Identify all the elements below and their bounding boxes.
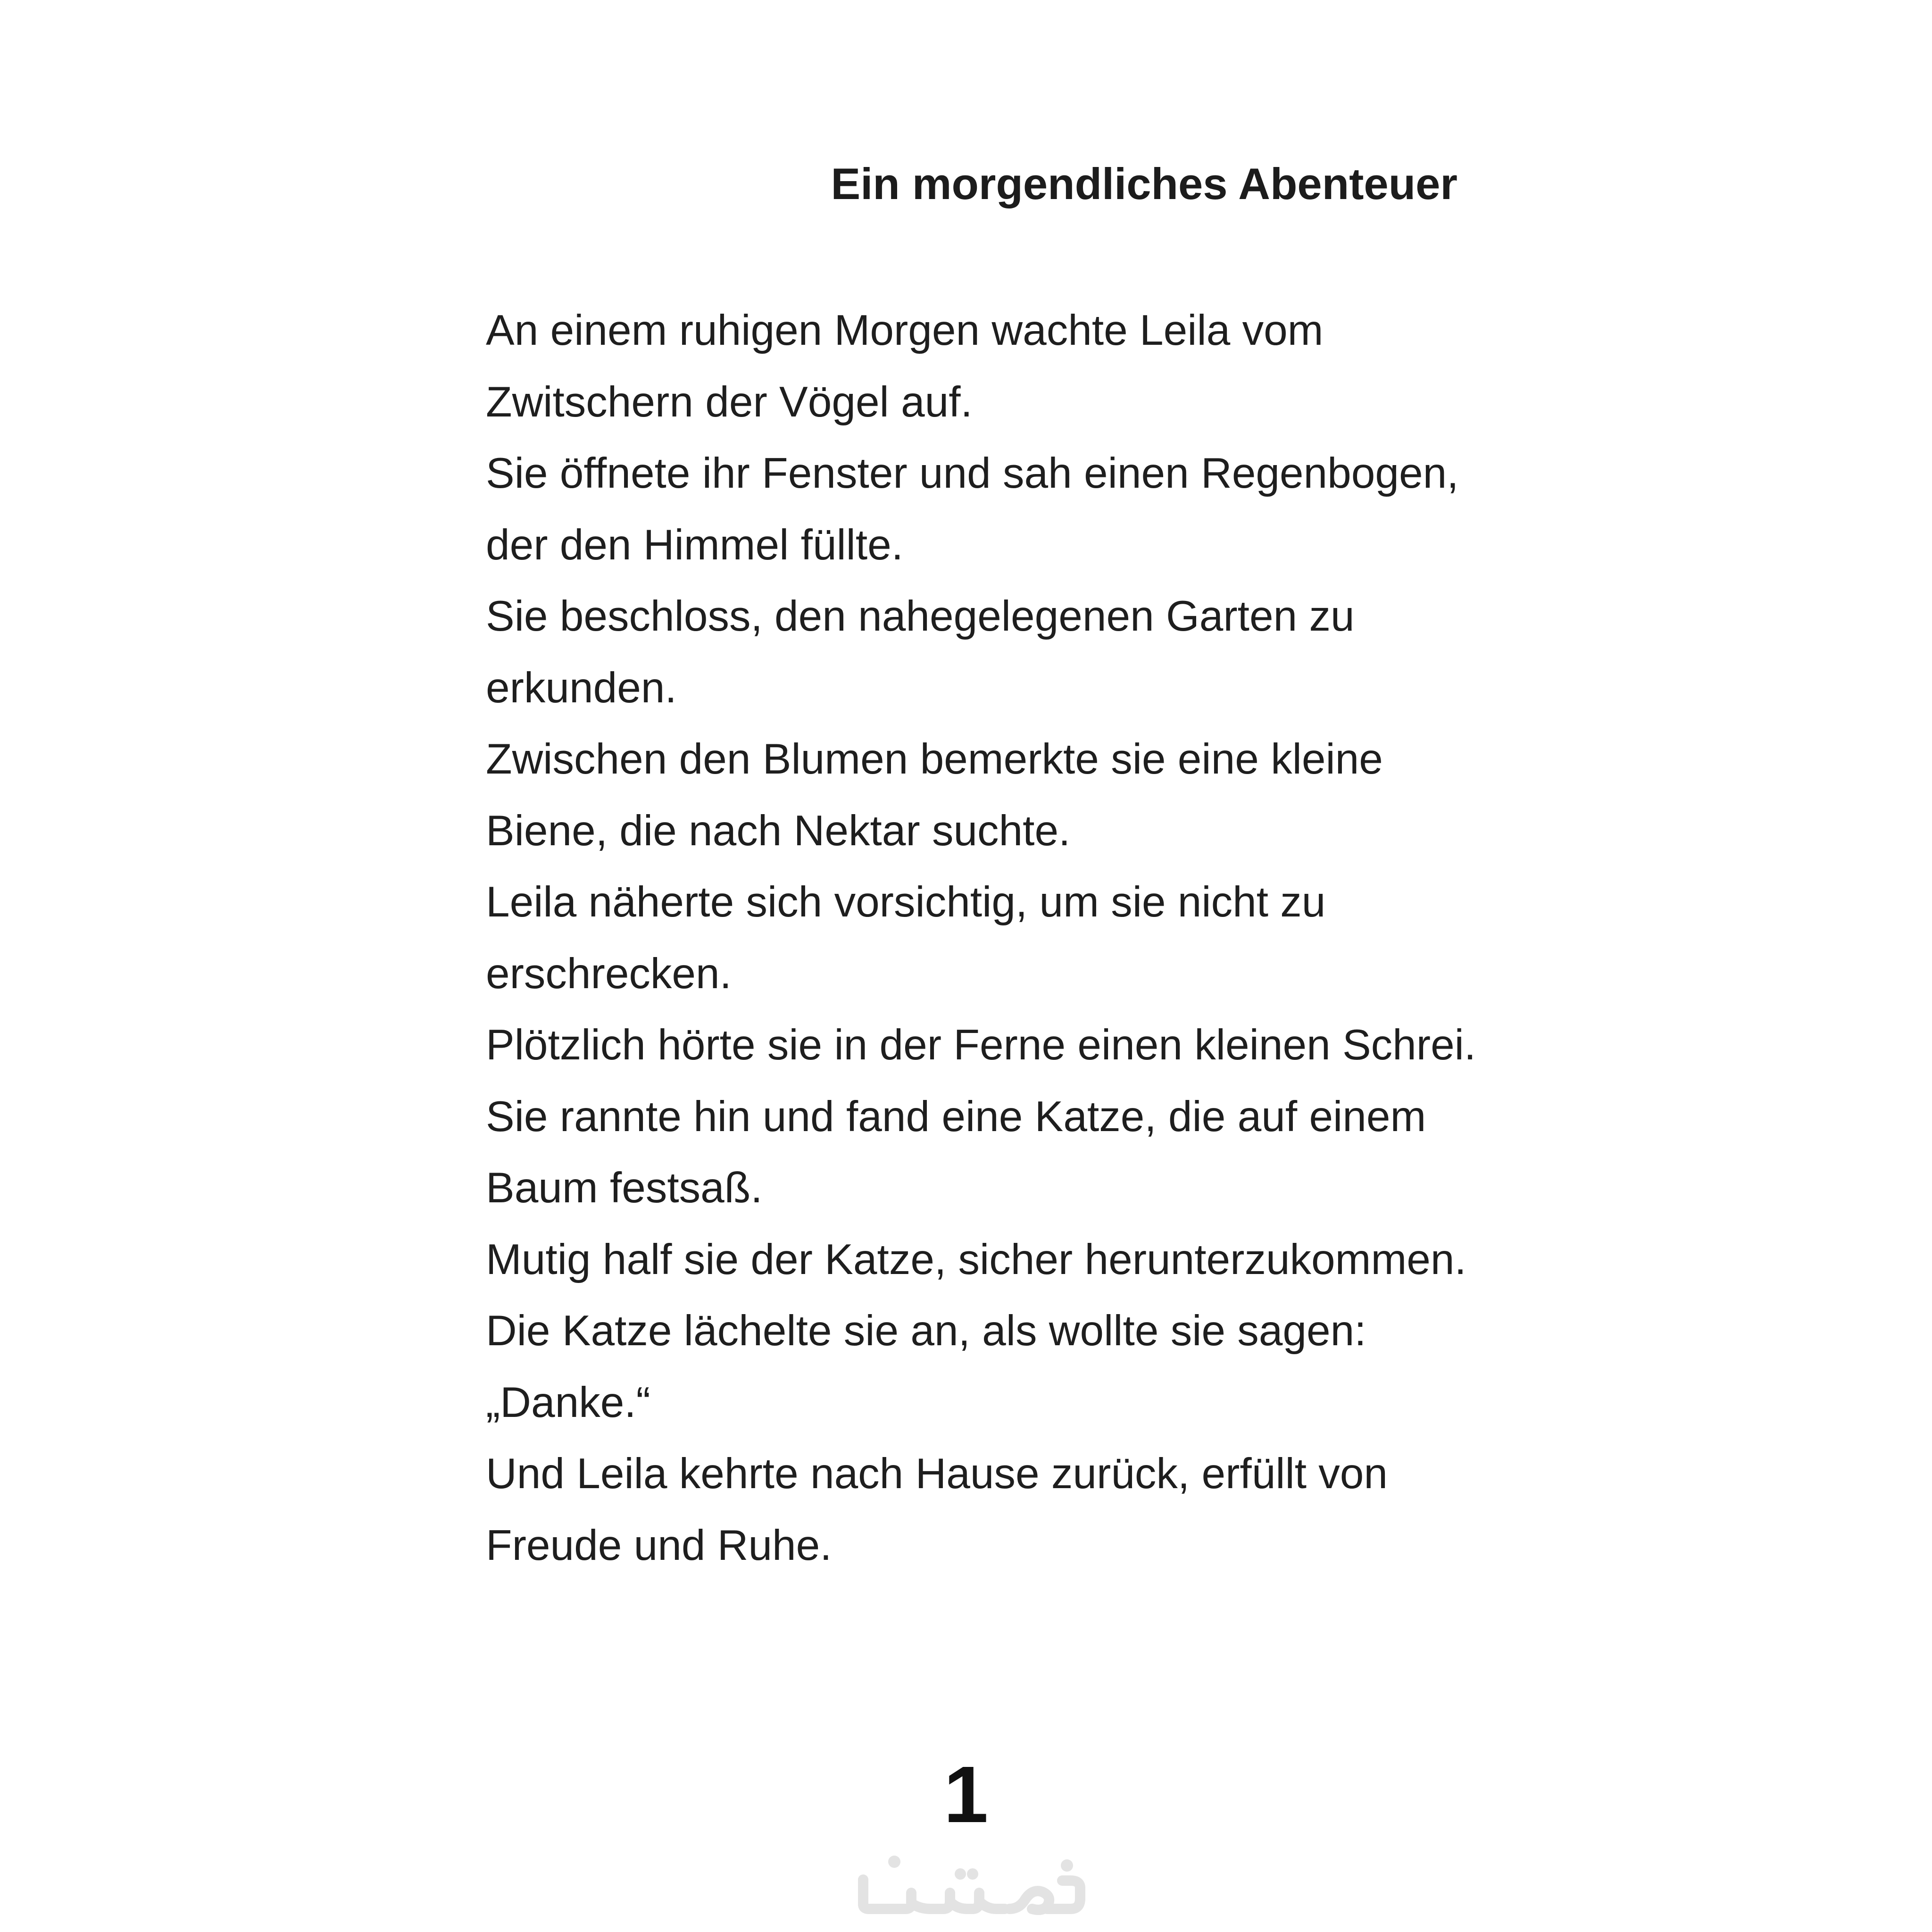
story-sentence: Und Leila kehrte nach Hause zurück, erfüllt von Freude und Ruhe.	[486, 1450, 1388, 1569]
story-sentence: Plötzlich hörte sie in der Ferne einen kleinen Schrei.	[486, 1021, 1476, 1069]
story-sentence: Sie öffnete ihr Fenster und sah einen Regenbogen, der den Himmel füllte.	[486, 450, 1459, 569]
page-title: Ein morgendliches Abenteuer	[831, 159, 1457, 208]
story-sentence: Sie rannte hin und fand eine Katze, die auf einem Baum festsaß.	[486, 1092, 1426, 1212]
story-text	[486, 295, 1486, 1581]
story-sentence: Die Katze lächelte sie an, als wollte sie sagen: „Danke.“	[486, 1307, 1366, 1426]
story-sentence: Mutig half sie der Katze, sicher herunterzukommen.	[486, 1235, 1466, 1283]
khamsat-watermark-logo	[849, 1851, 1094, 1922]
page-number: 1	[943, 1750, 989, 1840]
story-sentence: Leila näherte sich vorsichtig, um sie nicht zu erschrecken.	[486, 878, 1326, 998]
story-sentence: Sie beschloss, den nahegelegenen Garten zu erkunden.	[486, 592, 1355, 712]
story-sentence: Zwischen den Blumen bemerkte sie eine kleine Biene, die nach Nektar suchte.	[486, 735, 1383, 855]
story-sentence: An einem ruhigen Morgen wachte Leila vom Zwitschern der Vögel auf.	[486, 307, 1324, 426]
